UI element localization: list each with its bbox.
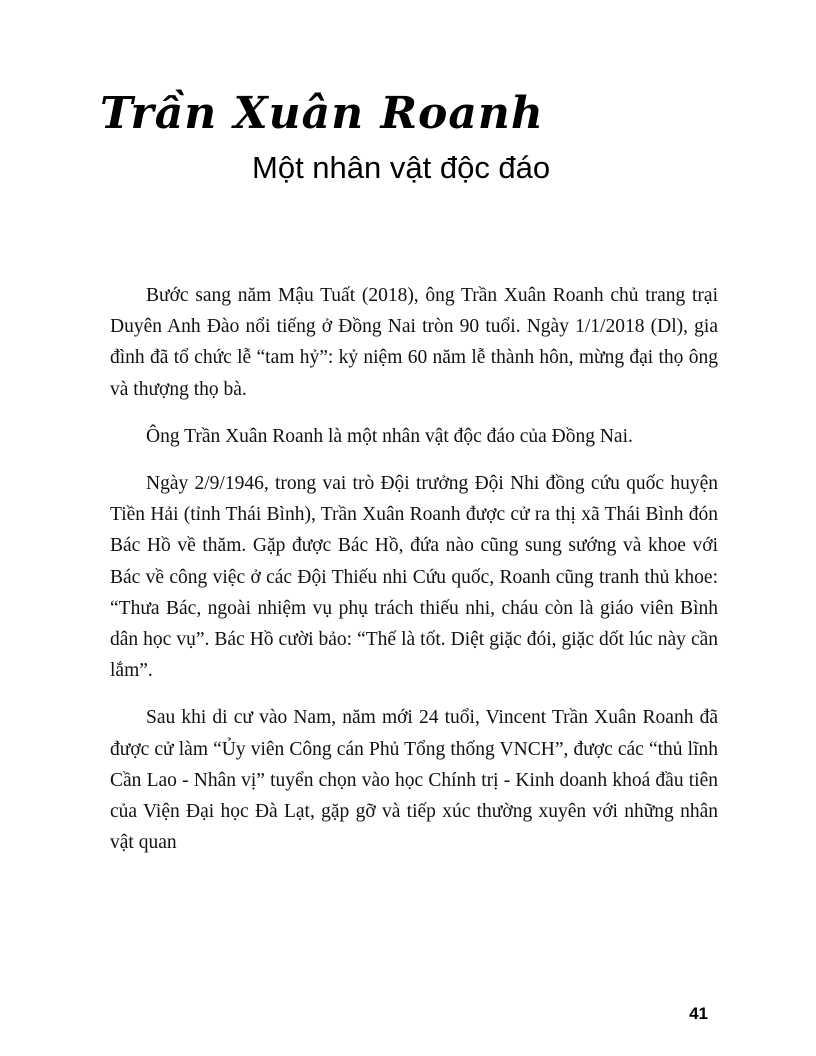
chapter-title: Trần Xuân Roanh	[100, 88, 544, 139]
paragraph-2: Ông Trần Xuân Roanh là một nhân vật độc đáo của Đồng Nai.	[146, 425, 633, 447]
paragraph-4: Sau khi di cư vào Nam, năm mới 24 tuổi, Vincent Trần Xuân Roanh đã được cử làm “Ủy viên Công cán Phủ Tổng thống VNCH”, được các “thủ lĩnh Cần Lao - Nhân vị” tuyển chọn vào học Chính trị - Kinh doanh khoá đầu tiên của Viện Đại học Đà Lạt, gặp gỡ và tiếp xúc thường xuyên với những nhân vật quan	[110, 707, 718, 854]
page-number: 41	[689, 1004, 708, 1023]
paragraph-3: Ngày 2/9/1946, trong vai trò Đội trưởng Đội Nhi đồng cứu quốc huyện Tiền Hải (tỉnh Thái Bình), Trần Xuân Roanh được cử ra thị xã Thái Bình đón Bác Hồ về thăm. Gặp được Bác Hồ, đứa nào cũng sung sướng và khoe với Bác về công việc ở các Đội Thiếu nhi Cứu quốc, Roanh cũng tranh thủ khoe: “Thưa Bác, ngoài nhiệm vụ phụ trách thiếu nhi, cháu còn là giáo viên Bình dân học vụ”. Bác Hồ cười bảo: “Thế là tốt. Diệt giặc đói, giặc dốt lúc này cần lắm”.	[110, 473, 718, 682]
paragraph-1: Bước sang năm Mậu Tuất (2018), ông Trần Xuân Roanh chủ trang trại Duyên Anh Đào nổi tiếng ở Đồng Nai tròn 90 tuổi. Ngày 1/1/2018 (Dl), gia đình đã tổ chức lễ “tam hỷ”: kỷ niệm 60 năm lễ thành hôn, mừng đại thọ ông và thượng thọ bà.	[110, 285, 718, 400]
chapter-subtitle: Một nhân vật độc đáo	[252, 150, 551, 185]
body-text	[110, 280, 718, 874]
